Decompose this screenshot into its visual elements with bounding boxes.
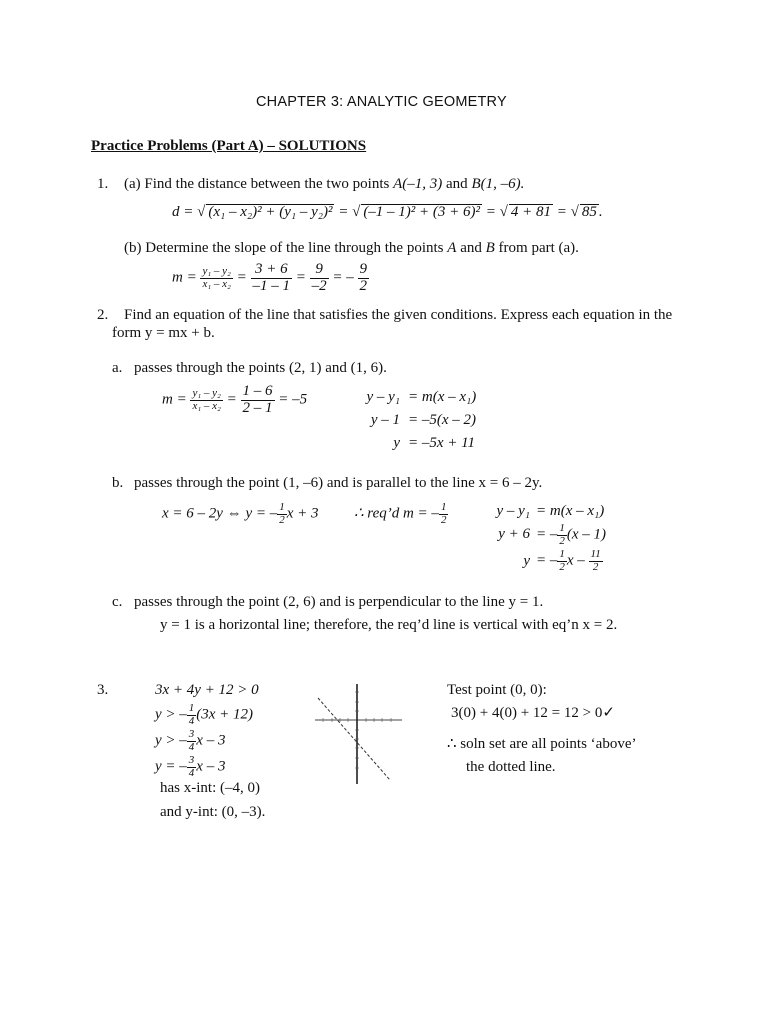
eq-2a-rhs-1: = m(x – x₁) xyxy=(408,389,477,405)
conclusion-line-2: the dotted line. xyxy=(466,759,556,775)
radical-1: (x₁ – x₂)² + (y₁ – y₂)² xyxy=(208,204,333,220)
eq: = – xyxy=(332,269,354,286)
problem-1b-statement xyxy=(124,241,579,256)
problem-2a-label: a. xyxy=(112,360,123,376)
eq: = xyxy=(236,269,247,286)
eq-2a-lhs-1: y – y₁ xyxy=(366,389,400,405)
chapter-title: CHAPTER 3: ANALYTIC GEOMETRY xyxy=(256,94,507,110)
test-point-calc: 3(0) + 4(0) + 12 = 12 > 0✓ xyxy=(451,705,615,721)
p3-line-4: y = – $\frac{3}{4}$ x – 3 xyxy=(155,754,226,779)
fraction: $\frac{9}{2}$ xyxy=(359,261,368,294)
test-point-title: Test point (0, 0): xyxy=(447,682,547,698)
label: (b) xyxy=(124,240,142,256)
radical-3: 4 + 81 xyxy=(510,204,552,220)
text: Find the distance between the two points xyxy=(144,176,390,192)
distance-formula: d = √ (x₁ – x₂)² + (y₁ – y₂)² = √ (–1 – 1)² + (3 + 6)² = √ 4 + 81 = √ 85 . xyxy=(172,204,603,220)
problem-1a-statement xyxy=(124,177,524,192)
d-label: d = xyxy=(172,204,194,220)
problem-2c-work: y = 1 is a horizontal line; therefore, the req’d line is vertical with eq’n x = 2. xyxy=(160,617,618,633)
boundary-line xyxy=(318,698,390,780)
eq-2b-rhs-3: = – $\frac{1}{2}$ x – $\frac{11}{2}$ xyxy=(536,548,601,573)
and: and xyxy=(460,240,482,256)
p3-line-5: has x-int: (–4, 0) xyxy=(160,780,260,796)
text: Determine the slope of the line through the points xyxy=(145,240,444,256)
and: and xyxy=(446,176,468,192)
eq: = xyxy=(295,269,306,286)
eq: = xyxy=(338,204,349,220)
a: A xyxy=(447,240,457,256)
section-heading: Practice Problems (Part A) – SOLUTIONS xyxy=(91,138,367,154)
problem-2a-slope: m = $\frac{\text{y₁ – y₂}}{\text{x₁ – x₂}}$ = $\frac{1 - 6}{2 - 1}$ = –5 xyxy=(162,383,308,416)
period: . xyxy=(598,204,603,220)
radical-2: (–1 – 1)² + (3 + 6)² xyxy=(363,204,481,220)
fraction: $\frac{9}{-2}$ xyxy=(311,261,327,294)
eq-2b-lhs-3: y xyxy=(523,553,530,569)
eq: = xyxy=(485,204,496,220)
p3-line-6: and y-int: (0, –3). xyxy=(160,804,266,820)
problem-2b-slope: ∴ req’d m = – $\frac{1}{2}$ xyxy=(354,501,447,526)
problem-1-number: 1. xyxy=(97,176,109,192)
eq-2a-lhs-3: y xyxy=(393,435,400,451)
problem-2-text-2: form y = mx + b. xyxy=(112,325,215,341)
eq-2b-lhs-2: y + 6 xyxy=(498,526,530,542)
eq-2a-rhs-2: = –5(x – 2) xyxy=(408,412,477,428)
tail: from part (a). xyxy=(498,240,579,256)
radical-4: 85 xyxy=(581,204,597,220)
b: B xyxy=(485,240,495,256)
p3-line-3: y > – $\frac{3}{4}$ x – 3 xyxy=(155,728,226,753)
problem-2b-work: x = 6 – 2y ⇔ y = – $\frac{1}{2}$ x + 3 xyxy=(162,501,319,526)
label: (a) xyxy=(124,176,141,192)
p3-line-1: 3x + 4y + 12 > 0 xyxy=(155,682,259,698)
problem-2a-statement: passes through the points (2, 1) and (1, 6). xyxy=(134,360,387,376)
problem-3-number: 3. xyxy=(97,682,109,698)
problem-2c-label: c. xyxy=(112,594,123,610)
eq-2b-rhs-2: = – $\frac{1}{2}$ (x – 1) xyxy=(536,522,607,547)
slope-work xyxy=(172,262,369,295)
fraction: $\frac{3 + 6}{-1 - 1}$ xyxy=(252,261,291,294)
inequality-graph xyxy=(310,680,406,790)
problem-2c-statement: passes through the point (2, 6) and is perpendicular to the line y = 1. xyxy=(134,594,544,610)
point-b: B(1, –6). xyxy=(471,176,525,192)
point-a: A(–1, 3) xyxy=(393,176,443,192)
problem-2-text-1: Find an equation of the line that satisfies the given conditions. Express each equation in the xyxy=(124,307,673,323)
problem-2b-label: b. xyxy=(112,475,124,491)
eq-2a-rhs-3: = –5x + 11 xyxy=(408,435,476,451)
m-label: m = xyxy=(172,269,197,286)
eq: = xyxy=(556,204,567,220)
conclusion-line-1: ∴ soln set are all points ‘above’ xyxy=(447,736,637,752)
problem-2b-statement: passes through the point (1, –6) and is parallel to the line x = 6 – 2y. xyxy=(134,475,543,491)
p3-line-2: y > – $\frac{1}{4}$ (3x + 12) xyxy=(155,702,254,727)
eq-2b-rhs-1: = m(x – x₁) xyxy=(536,503,605,519)
problem-2-number: 2. xyxy=(97,307,109,323)
eq-2b-lhs-1: y – y₁ xyxy=(496,503,530,519)
fraction: $\frac{\text{y₁ – y₂}}{\text{x₁ – x₂}}$ xyxy=(202,265,231,290)
eq-2a-lhs-2: y – 1 xyxy=(370,412,400,428)
